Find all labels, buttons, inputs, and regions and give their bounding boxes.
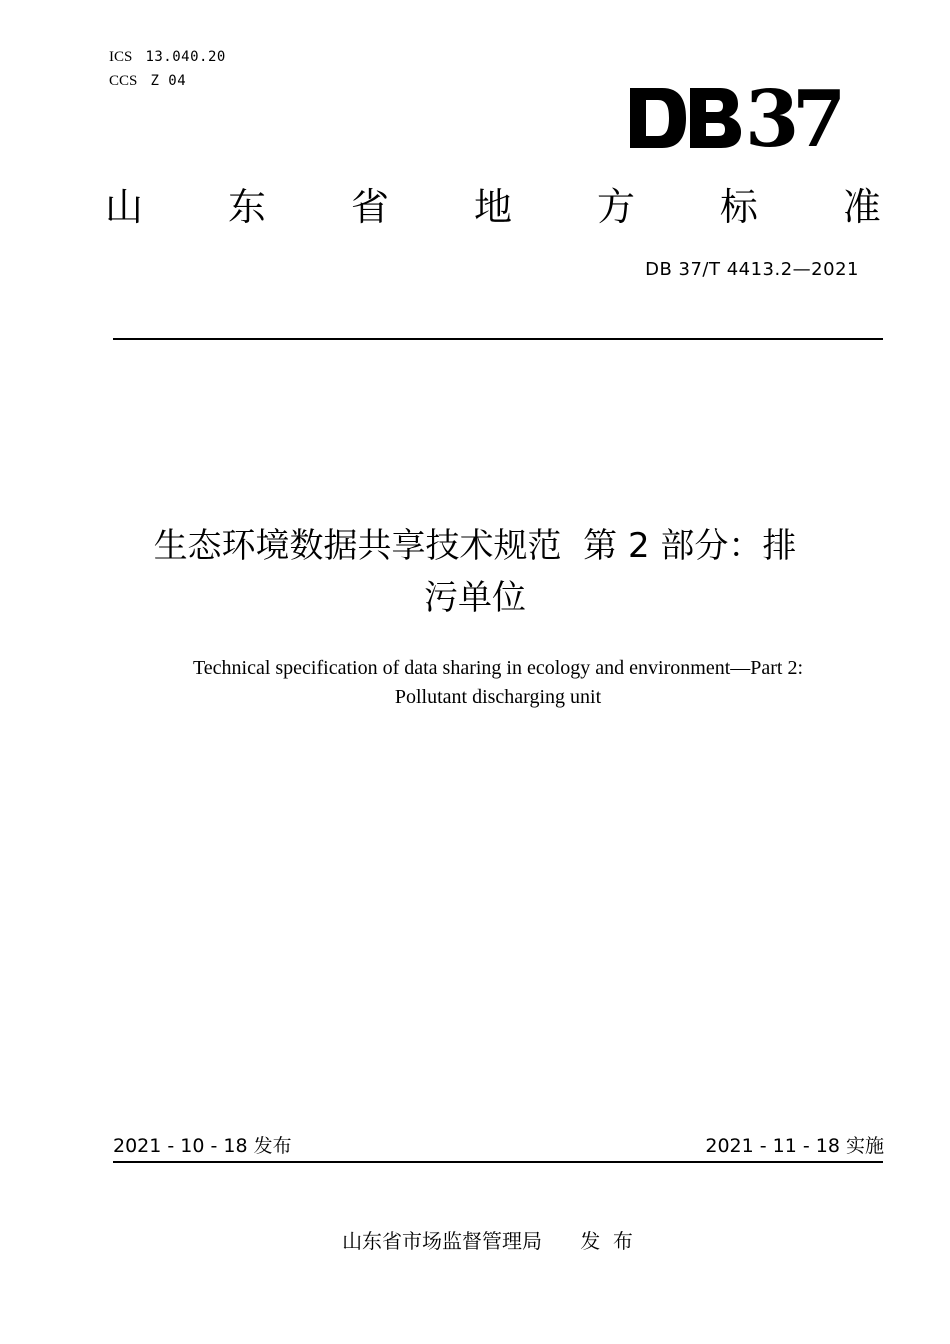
classification-codes xyxy=(109,46,226,94)
category-char: 地 xyxy=(473,185,512,229)
category-char: 准 xyxy=(842,185,881,229)
ics-label: ICS xyxy=(109,49,133,65)
svg-text:3: 3 xyxy=(745,82,800,154)
ccs-label: CCS xyxy=(109,73,138,89)
db37-logo xyxy=(628,82,843,154)
document-title-en xyxy=(60,654,936,712)
issuing-authority: 山东省市场监督管理局 发 布 xyxy=(342,1229,633,1253)
title-cn-line-2: 污单位 xyxy=(424,578,526,618)
db37-logo-mark xyxy=(628,82,843,154)
title-cn-line-1: 生态环境数据共享技术规范 第 2 部分：排 xyxy=(153,526,797,566)
svg-text:7: 7 xyxy=(792,82,843,154)
release-date: 2021 - 10 - 18 发布 xyxy=(113,1135,292,1157)
category-char: 东 xyxy=(227,185,266,229)
ics-value: 13.040.20 xyxy=(145,49,226,65)
top-divider xyxy=(113,338,883,340)
title-en-line-1: Technical specification of data sharing in ecology and environment—Part 2: xyxy=(192,657,804,679)
title-en-line-2: Pollutant discharging unit xyxy=(394,686,602,708)
ccs-row xyxy=(109,70,226,94)
category-title xyxy=(105,183,881,231)
standard-number: DB 37/T 4413.2—2021 xyxy=(645,259,859,280)
ics-row xyxy=(109,46,226,70)
category-char: 方 xyxy=(596,185,635,229)
document-title-cn xyxy=(60,520,890,624)
implementation-date: 2021 - 11 - 18 实施 xyxy=(705,1135,884,1157)
category-char: 标 xyxy=(719,185,758,229)
category-char: 山 xyxy=(105,185,144,229)
ccs-value: Z 04 xyxy=(150,73,187,89)
bottom-divider xyxy=(113,1161,883,1163)
category-char: 省 xyxy=(350,185,389,229)
